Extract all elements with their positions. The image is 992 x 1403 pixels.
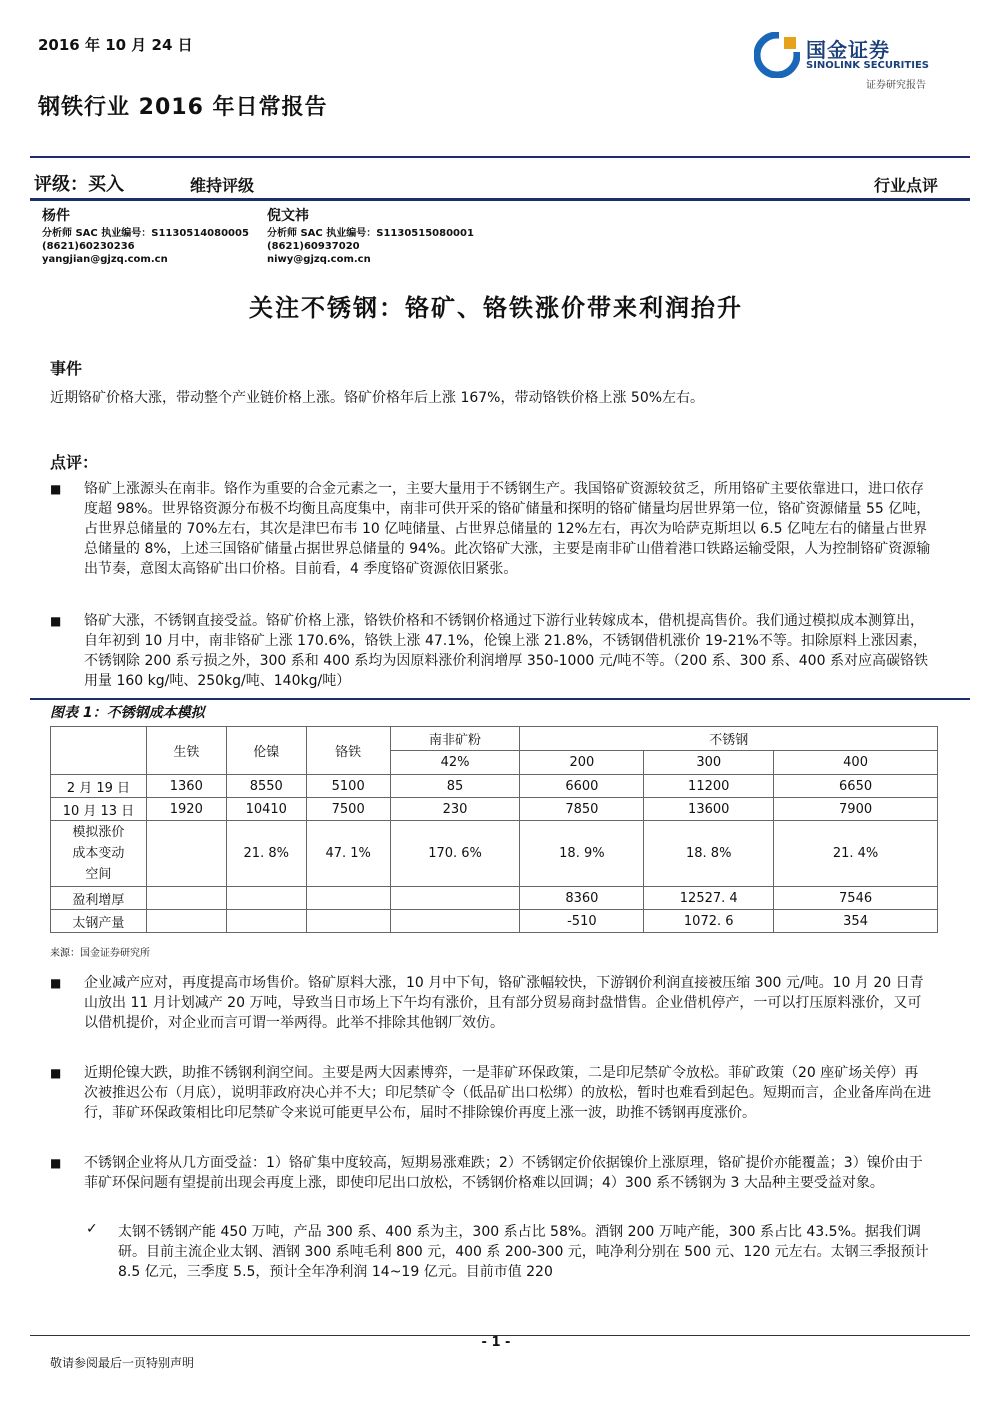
cell: 7900 <box>774 798 938 821</box>
figure-title: 图表 1：不锈钢成本模拟 <box>50 705 205 721</box>
check-paragraph: 太钢不锈钢产能 450 万吨，产品 300 系、400 系为主，300 系占比 58%。酒钢 200 万吨产能，300 系占比 43.5%。据我们调研。目前主流企业太钢、酒钢 300 系吨毛利 800 元，400 系 200-300 元，吨净利分别在 500 元、120 元左右。太钢三季报预计 8.5 亿元，三季度 5.5，预计全年净利润 14~19 亿元。目前市值 220 <box>118 1224 929 1280</box>
cell: 7850 <box>520 798 644 821</box>
bullet-icon: ■ <box>50 1066 62 1080</box>
event-title: 事件 <box>50 359 83 378</box>
cell: 47. 1% <box>306 821 390 887</box>
header-pig-iron: 生铁 <box>146 727 226 775</box>
cell: 13600 <box>644 798 774 821</box>
cell: -510 <box>520 910 644 933</box>
headline: 关注不锈钢：铬矿、铬铁涨价带来利润抬升 <box>249 294 743 322</box>
cell <box>306 910 390 933</box>
bullet-icon: ■ <box>50 1156 62 1170</box>
cell <box>146 821 226 887</box>
row-label-line: 空间 <box>85 867 112 882</box>
table-row <box>51 910 938 933</box>
cell: 230 <box>390 798 520 821</box>
header-300: 300 <box>644 751 774 775</box>
cell: 8550 <box>226 775 306 798</box>
analyst-sac: 分析师 SAC 执业编号：S1130515080001 <box>267 228 474 239</box>
bullet-icon: ■ <box>50 482 62 496</box>
analyst-name: 倪文祎 <box>267 208 309 224</box>
figure-source: 来源：国金证券研究所 <box>50 948 150 959</box>
cell: 7546 <box>774 887 938 910</box>
cell <box>390 910 520 933</box>
analyst-email[interactable]: yangjian@gjzq.com.cn <box>42 254 168 265</box>
cell: 5100 <box>306 775 390 798</box>
table-row <box>51 887 938 910</box>
divider-top <box>30 156 970 158</box>
cell: 18. 9% <box>520 821 644 887</box>
report-category: 证券研究报告 <box>866 80 926 91</box>
logo-chinese: 国金证券 <box>806 38 890 62</box>
cell: 10410 <box>226 798 306 821</box>
cell: 1072. 6 <box>644 910 774 933</box>
row-label <box>51 821 147 887</box>
header-ferrochrome: 铬铁 <box>306 727 390 775</box>
rating-label: 评级：买入 <box>34 174 124 195</box>
cell: 6600 <box>520 775 644 798</box>
row-label: 盈利增厚 <box>51 887 147 910</box>
row-label: 2 月 19 日 <box>51 775 147 798</box>
cell: 21. 4% <box>774 821 938 887</box>
table-row <box>51 775 938 798</box>
cell: 7500 <box>306 798 390 821</box>
cell <box>390 887 520 910</box>
footer-note: 敬请参阅最后一页特别声明 <box>50 1356 195 1370</box>
bullet-paragraph: 不锈钢企业将从几方面受益：1）铬矿集中度较高，短期易涨难跌；2）不锈钢定价依据镍价上涨原理，铬矿提价亦能覆盖；3）镍价由于菲矿环保问题有望提前出现会再度上涨，即使印尼出口放松，不锈钢价格难以回调；4）300 系不锈钢为 3 大品种主要受益对象。 <box>84 1155 923 1191</box>
row-label: 太钢产量 <box>51 910 147 933</box>
document-title: 钢铁行业 2016 年日常报告 <box>38 95 328 120</box>
table-row <box>51 821 938 887</box>
review-title: 点评： <box>50 453 99 472</box>
row-label: 10 月 13 日 <box>51 798 147 821</box>
cell: 1920 <box>146 798 226 821</box>
page-number: - 1 - <box>481 1335 511 1350</box>
cost-simulation-table <box>50 726 938 933</box>
cell: 1360 <box>146 775 226 798</box>
cell: 18. 8% <box>644 821 774 887</box>
report-date: 2016 年 10 月 24 日 <box>38 36 193 54</box>
bullet-paragraph: 铬矿大涨，不锈钢直接受益。铬矿价格上涨，铬铁价格和不锈钢价格通过下游行业转嫁成本，借机提高售价。我们通过模拟成本测算出，自年初到 10 月中，南非铬矿上涨 170.6%，铬铁上涨 47.1%，伦镍上涨 21.8%，不锈钢借机涨价 19-21%不等。扣除原料上涨因素，不锈钢除 200 系亏损之外，300 系和 400 系均为因原料涨价利润增厚 350-1000 元/吨不等。（200 系、300 系、400 系对应高碳铬铁用量 160 kg/吨、250kg/吨、140kg/吨） <box>84 613 928 689</box>
analyst-2 <box>267 210 474 266</box>
cell <box>226 910 306 933</box>
rating-maintain: 维持评级 <box>190 176 255 195</box>
divider-rating <box>30 198 970 201</box>
row-label-line: 成本变动 <box>72 846 125 861</box>
analyst-sac: 分析师 SAC 执业编号：S1130514080005 <box>42 228 249 239</box>
cell: 354 <box>774 910 938 933</box>
cell <box>306 887 390 910</box>
bullet-icon: ■ <box>50 976 62 990</box>
analyst-phone: (8621)60230236 <box>42 241 135 252</box>
bullet-paragraph: 企业减产应对，再度提高市场售价。铬矿原料大涨，10 月中下旬，铬矿涨幅较快，下游钢价利润直接被压缩 300 元/吨。10 月 20 日青山放出 11 月计划减产 20 万吨，导致当日市场上下午均有涨价，且有部分贸易商封盘惜售。企业借机停产，一可以打压原料涨价，又可以借机提价，对企业而言可谓一举两得。此举不排除其他钢厂效仿。 <box>84 975 924 1031</box>
bullet-paragraph: 铬矿上涨源头在南非。铬作为重要的合金元素之一，主要大量用于不锈钢生产。我国铬矿资源较贫乏，所用铬矿主要依靠进口，进口依存度超 98%。世界铬资源分布极不均衡且高度集中，南非可供开采的铬矿储量和探明的铬矿储量均居世界第一位，铬矿资源储量 55 亿吨，占世界总储量的 70%左右，其次是津巴布韦 10 亿吨储量、占世界总储量的 12%左右，再次为哈萨克斯坦以 6.5 亿吨左右的储量占世界总储量的 8%，上述三国铬矿储量占据世界总储量的 94%。此次铬矿大涨，主要是南非矿山借着港口铁路运输受限，人为控制铬矿资源输出节奏，意图太高铬矿出口价格。目前看，4 季度铬矿资源依旧紧张。 <box>84 481 931 577</box>
cell <box>146 887 226 910</box>
cell <box>226 887 306 910</box>
cell <box>146 910 226 933</box>
sinolink-logo-icon <box>754 32 800 78</box>
event-text: 近期铬矿价格大涨，带动整个产业链价格上涨。铬矿价格年后上涨 167%，带动铬铁价格上涨 50%左右。 <box>50 390 705 406</box>
row-label-line: 模拟涨价 <box>72 825 125 840</box>
bullet-icon: ■ <box>50 614 62 628</box>
analyst-name: 杨件 <box>42 208 70 224</box>
bullet-paragraph: 近期伦镍大跌，助推不锈钢利润空间。主要是两大因素博弈，一是菲矿环保政策，二是印尼禁矿令放松。菲矿政策（20 座矿场关停）再次被推迟公布（月底），说明菲政府决心并不大；印尼禁矿令（低品矿出口松绑）的放松，暂时也难看到起色。短期而言，企业备库尚在进行，菲矿环保政策相比印尼禁矿令来说可能更早公布，届时不排除镍价再度上涨一波，助推不锈钢再度涨价。 <box>84 1065 931 1121</box>
figure-divider <box>30 698 970 700</box>
cell: 85 <box>390 775 520 798</box>
cell: 8360 <box>520 887 644 910</box>
header-stainless: 不锈钢 <box>520 727 938 751</box>
cell: 12527. 4 <box>644 887 774 910</box>
cell: 21. 8% <box>226 821 306 887</box>
cell: 170. 6% <box>390 821 520 887</box>
cell: 6650 <box>774 775 938 798</box>
header-200: 200 <box>520 751 644 775</box>
cell: 11200 <box>644 775 774 798</box>
analyst-1 <box>42 210 249 266</box>
analyst-email[interactable]: niwy@gjzq.com.cn <box>267 254 371 265</box>
logo-english: SINOLINK SECURITIES <box>806 60 929 71</box>
table-row <box>51 798 938 821</box>
analyst-phone: (8621)60937020 <box>267 241 360 252</box>
header-sa-ore-grade: 42% <box>390 751 520 775</box>
report-type: 行业点评 <box>873 176 938 195</box>
checkmark-icon: ✓ <box>86 1221 98 1237</box>
header-400: 400 <box>774 751 938 775</box>
header-sa-ore: 南非矿粉 <box>390 727 520 751</box>
header-nickel: 伦镍 <box>226 727 306 775</box>
